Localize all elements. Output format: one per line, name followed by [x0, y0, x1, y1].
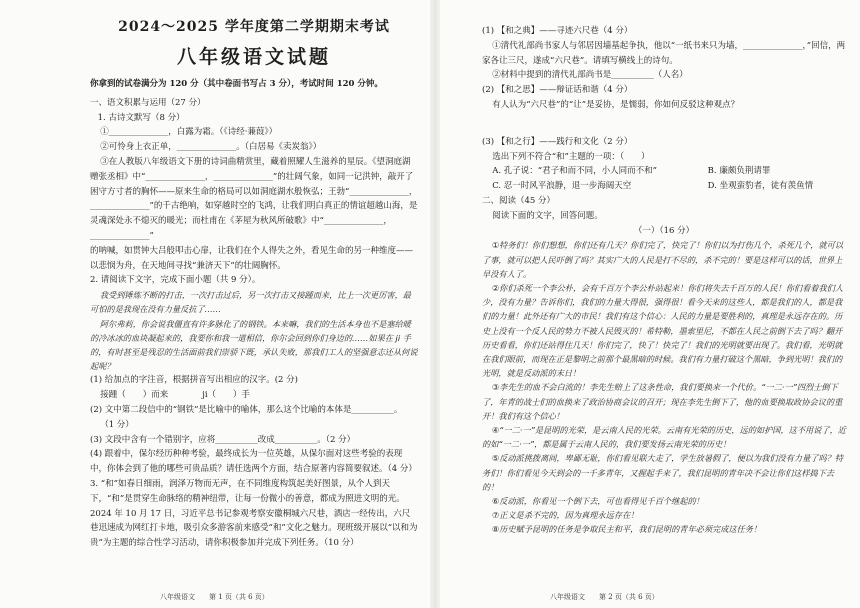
option-c: C. 忍一时风平浪静，退一步海阔天空 [492, 181, 632, 192]
option-a: A. 孔子说：“君子和而不同，小人同而不和” [492, 166, 657, 177]
passage-para-8: ⑧历史赋予昆明的任务是争取民主和平，我们昆明的青年必须完成这任务！ [491, 524, 762, 535]
passage-para-3: ③李先生的血不会白流的！李先生赔上了这条性命，我们要换来一个代价。“一二·一”四烈士倒下了，年青的战士们的血换来了政治协商会议的召开；现在李先生倒下了，他的血要换取政协会议的重开！我们有这个信心！ [482, 382, 843, 421]
passage-para-5: ⑤反动派挑拨离间，卑鄙无耻，你们看见联大走了，学生放暑假了，便以为我们没有力量了吗？特务们！你们看见今天到会的一千多青年，又握起手来了，我们昆明的青年决不会让你们这样捣下去的！ [482, 453, 844, 492]
task1-item-2: ②材料中提到的清代礼部尚书是__________（人名） [492, 70, 688, 81]
q1-line-4: ______________”的千古绝响，如穿越时空的飞鸿，让我们明白真正的情谊超越山海，是灵魂深处永不熄灭的暖光；而杜甫在《茅屋为秋风所破歌》中“______________，______________” [90, 201, 418, 241]
q1-title: 1. 古诗文默写（8 分） [97, 112, 185, 123]
q2-sub-1: (1) 给加点的字注音，根据拼音写出相应的汉字。(2 分) [90, 375, 298, 386]
q3-text: 3. “和”如春日细雨，润泽万物而无声，在不同维度构筑起美好图景，从个人到天下，“和”是贯穿生命脉络的精神纽带，让每一份微小的善意，都成为照进文明的光。2024 年 10 月 17 日，习近平总书记参观考察安徽桐城六尺巷，酒店一经传出，六尺巷迅速成为网红打卡地，吸引众多游客前来感受“和”文化之魅力。现班级开展以“以和为贵”为主题的综合性学习活动，请你积极参加并完成下列任务。（10 分） [90, 478, 418, 549]
passage-para-1: ①特务们！你们想想，你们还有几天？你们完了，快完了！你们以为打伤几个，杀死几个，就可以了事，就可以把人民吓倒了吗？其实广大的人民是打不尽的，杀不完的！要是这样可以的话，世界上早没有人了。 [482, 240, 844, 279]
q1-line-1: ①______________，白露为霜。（《诗经·蒹葭》） [100, 127, 278, 138]
q2-sub-3: (3) 文段中含有一个错别字，应将__________改成__________。（2 分） [90, 434, 356, 445]
option-d: D. 坐观蛮豹者，徒有羡鱼情 [707, 181, 814, 192]
right-page [440, 0, 860, 608]
task3-title: (3) 【和之行】——践行和文化（2 分） [482, 136, 633, 147]
q1-line-5: 的呐喊，如贯钟大吕般叩击心扉，让我们在个人得失之外，看见生命的另一种维度——以悲悯为舟，在天地间寻找“兼济天下”的壮阔胸怀。 [90, 245, 414, 271]
exam-intro: 你拿到的试卷满分为 120 分（其中卷面书写占 3 分），考试时间 120 分钟。 [90, 79, 383, 89]
task1-item-1: ①清代礼部尚书家人与邻居因墙基起争执，他以“一纸书来只为墙，______________，”回信，两家各让三尺，遂成“六尺巷”。请填写横线上的诗句。 [482, 40, 846, 66]
page-gutter [430, 0, 440, 608]
q1-line-3: ③在人教版八年级语文下册的诗词曲精赏里，藏着照耀人生滋养的星辰。《望洞庭湖赠张丞相》中“______________，______________”的壮阔气象，如同一记洪钟，敲开了困守方寸者的胸怀——原来生命的格局可以如洞庭湖水般恢弘；王勃“______________， [90, 156, 418, 197]
passage-para-6: ⑥反动派，你看见一个倒下去，可也看得见千百个继起的！ [491, 496, 704, 507]
right-page-footer: 八年级语文 第 2 页（共 6 页） [550, 593, 659, 601]
passage-title: （一）（16 分） [633, 225, 695, 236]
left-page-footer: 八年级语文 第 1 页（共 6 页） [160, 593, 269, 601]
section2-sub: 阅读下面的文字，回答问题。 [492, 210, 603, 221]
q2-title: 2. 请阅读下文字，完成下面小题（共 9 分）。 [90, 275, 261, 286]
q2-sub-2: (2) 文中第二段信中的“钢铁”是比喻中的喻体，那么这个比喻的本体是__________。 [90, 404, 403, 415]
passage-para-4: ④“一二·一”是昆明的光荣，是云南人民的光荣。云南有光荣的历史，远的如护国，这不用说了，近的如“一二·一”，都是属于云南人民的，我们要发扬云南光荣的历史！ [482, 425, 846, 450]
section2-title: 二、阅读（45 分） [482, 195, 556, 206]
q1-line-2: ②可怜身上衣正单，______________。（白居易《卖炭翁》） [100, 142, 322, 153]
task1-title: (1) 【和之典】——寻迹六尺巷（4 分） [482, 26, 633, 36]
section1-title: 一、语文积累与运用（27 分） [90, 97, 206, 108]
q2-sub-2-score: （1 分） [100, 419, 134, 430]
passage-para-2: ②你们杀死一个李公朴，会有千百万个李公朴站起来！你们将失去千百万的人民！你们看着我们人少，没有力量？告诉你们，我们的力量大得很，强得很！看今天来的这些人，都是我们的人，都是我们的力量！此外还有广大的市民！我们有这个信心：人民的力量是要胜利的，真理是永远存在的。历史上没有一个反人民的势力不被人民毁灭的！希特勒，墨索里尼，不都在人民之前倒下去了吗？翻开历史看看，你们还站得住几天！你们完了，快了！快完了！我们的光明就要出现了。我们看，光明就在我们眼前，而现在正是黎明之前那个最黑暗的时候。我们有力量打破这个黑暗，争到光明！我们的光明，就是反动派的末日！ [482, 282, 844, 379]
q2-passage-2: 阿尔弗莉，你会说我僵直有许多脉化了的钢铁。本来嘛，我们的生活本身也不是塞给暖的冷冰冰的血块凝起来的，我要你和我一道相信，你尔会回到你们身边的……如果在 ji 手的，有时甚至是残忍的生活面前我们崇骄下既，承认失败，那我们工人的坚强意志还从何说起呢？ [90, 318, 418, 372]
passage-para-7: ⑦正义是杀不完的，因为真理永远存在！ [491, 510, 639, 521]
q2-sub-1-blank: 接踵（ ）而来 ji（ ）手 [100, 390, 251, 401]
exam-title: 2024～2025 学年度第二学期期末考试 [118, 19, 390, 35]
task3-body: 选出下列不符合“和”主题的一项：（ ） [492, 151, 650, 162]
q2-passage-1: 我受到锤炼不断的打击，一次打击过后，另一次打击又接踵而来，比上一次更厉害，最可怕的是我现在没有力量反抗了…… [90, 290, 411, 315]
task2-body: 有人认为“六尺巷”的“让”是妥协，是懦弱，你如何反驳这种观点？ [492, 99, 740, 110]
subject-title: 八年级语文试题 [176, 46, 331, 68]
task2-title: (2) 【和之思】——辩证话和谐（4 分） [482, 85, 633, 96]
option-b: B. 廉颇负荆请罪 [707, 166, 771, 177]
q2-sub-4: (4) 跟着中，保尔经历种种考验，最终成长为一位英雄，从保尔面对这些考验的表现中，你体会到了他的哪些可贵品质？请任选两个方面，结合原著内容简要叙述。（4 分） [90, 449, 417, 475]
